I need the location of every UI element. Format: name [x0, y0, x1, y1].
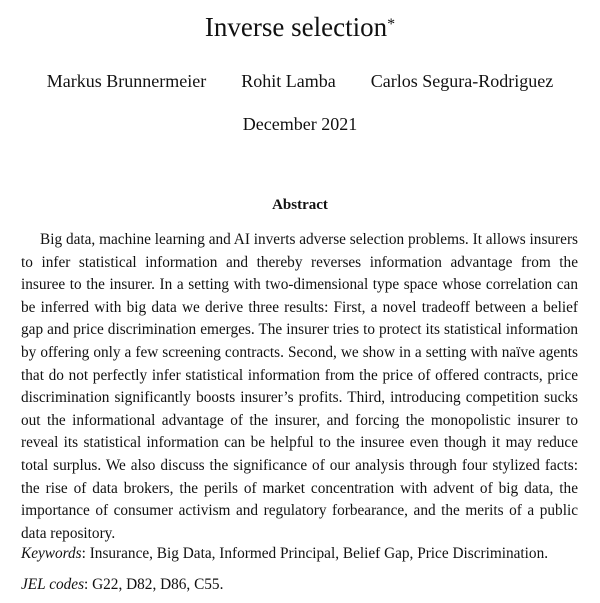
paper-title	[0, 10, 600, 44]
author-name: Carlos Segura-Rodriguez	[370, 71, 554, 91]
author-list	[0, 68, 600, 94]
paper-title-text: Inverse selection	[204, 12, 388, 42]
abstract-heading: Abstract	[272, 197, 328, 213]
title-footnote-mark: *	[387, 16, 396, 33]
keywords-label: Keywords	[21, 545, 82, 562]
jel-codes-label: JEL codes	[21, 576, 85, 593]
paper-date: December 2021	[242, 114, 358, 134]
jel-codes-line	[21, 574, 581, 596]
abstract-text: Big data, machine learning and AI inverts adverse selection problems. It allows insurers to infer statistical information and thereby reverses information advantage from the insuree to the insurer. In a setting with two-dimensional type space whose correlation can be inferred with big data we derive three results: First, a novel tradeoff between a belief gap and price discrimination emerges. The insurer tries to protect its statistical information by offering only a few screening contracts. Second, we show in a setting with naïve agents that do not perfectly infer statistical information from the price of offered contracts, price discrimination significantly boosts insurer’s profits. Third, introducing competition sucks out the informational advantage of the insurer, and forcing the monopolistic insurer to reveal its statistical information can be helpful to the insuree even though it may reduce total surplus. We also discuss the significance of our analysis through four stylized facts: the rise of data brokers, the perils of market concentration with advent of big data, the importance of consumer activism and regulatory forbearance, and the merits of a public data repository.	[21, 231, 578, 542]
keywords-text: : Insurance, Big Data, Informed Principal, Belief Gap, Price Discrimination.	[81, 545, 549, 562]
author-name: Rohit Lamba	[241, 71, 336, 91]
jel-codes-text: : G22, D82, D86, C55.	[84, 576, 224, 593]
author-name: Markus Brunnermeier	[46, 71, 207, 91]
keywords-line	[21, 543, 581, 565]
